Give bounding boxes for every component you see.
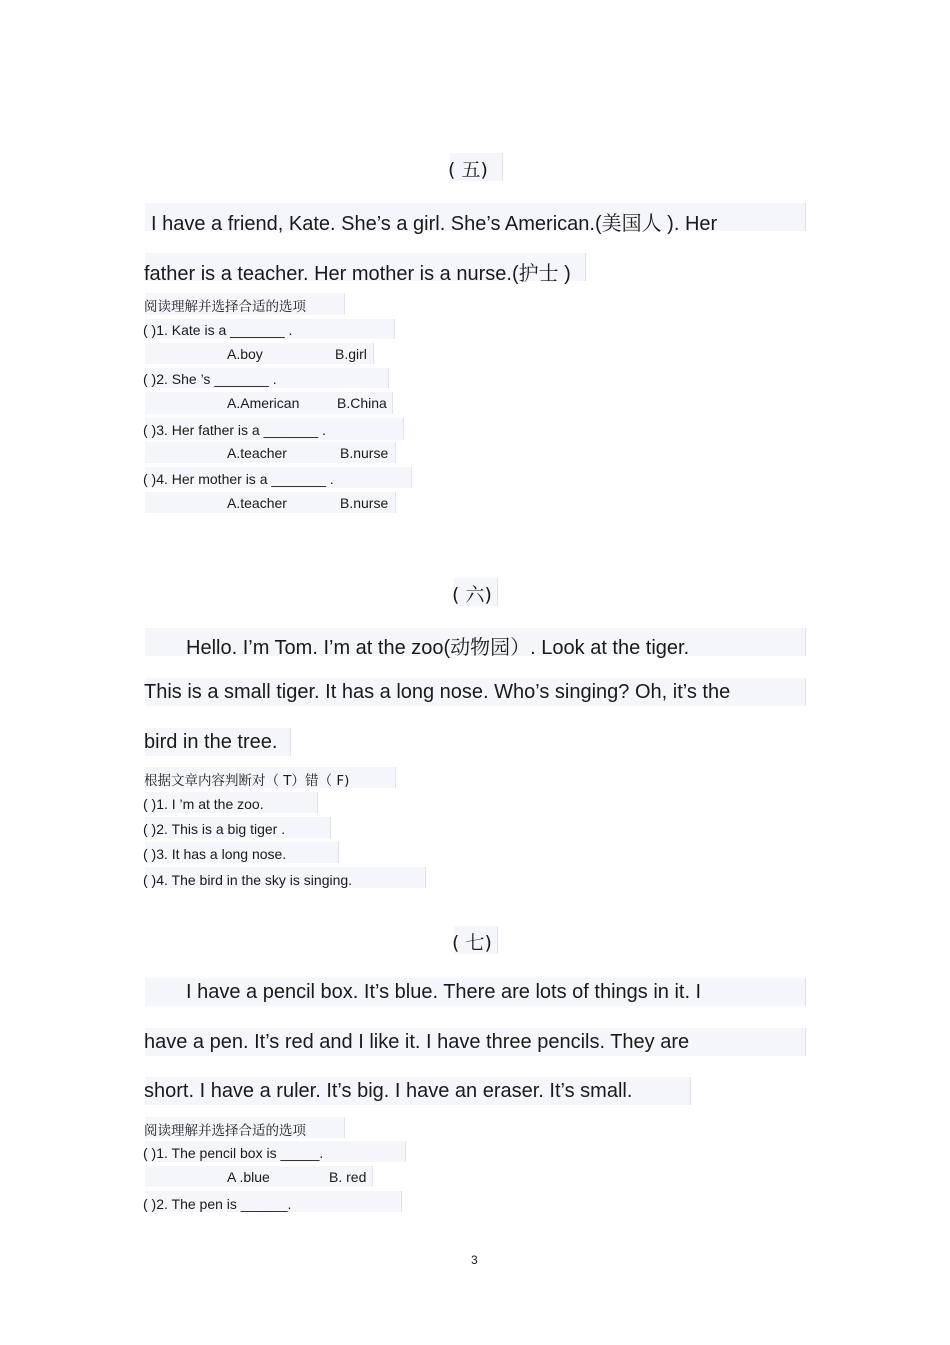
section-five-q1-option-a: A.boy xyxy=(227,346,263,362)
section-seven-instruction: 阅读理解并选择合适的选项 xyxy=(144,1123,306,1139)
section-six-passage-line-1: Hello. I’m Tom. I’m at the zoo(动物园）. Look at the tiger. xyxy=(186,637,690,659)
section-seven-title: ( 七) xyxy=(452,932,492,954)
section-five-q1-option-b: B.girl xyxy=(335,346,367,362)
section-six-question-2: ( )2. This is a big tiger . xyxy=(143,821,286,837)
section-seven-passage-line-3: short. I have a ruler. It’s big. I have an eraser. It’s small. xyxy=(144,1080,633,1102)
section-five-question-4: ( )4. Her mother is a _______ . xyxy=(143,471,334,487)
section-five-passage-line-1: I have a friend, Kate. She’s a girl. She’s American.(美国人 ). Her xyxy=(151,213,718,235)
section-seven-question-1: ( )1. The pencil box is _____. xyxy=(143,1145,324,1161)
section-seven-q1-option-b: B. red xyxy=(329,1169,367,1185)
section-six-question-4: ( )4. The bird in the sky is singing. xyxy=(143,872,353,888)
section-six-instruction: 根据文章内容判断对（ T）错（ F) xyxy=(144,773,350,789)
section-six-title: ( 六) xyxy=(452,584,492,606)
section-five-q3-option-b: B.nurse xyxy=(340,445,389,461)
section-five-q2-option-b: B.China xyxy=(337,395,387,411)
section-five-question-3: ( )3. Her father is a _______ . xyxy=(143,422,326,438)
section-six-passage-line-2: This is a small tiger. It has a long nose. Who’s singing? Oh, it’s the xyxy=(144,681,731,703)
section-five-q4-option-b: B.nurse xyxy=(340,495,389,511)
page-number: 3 xyxy=(471,1253,478,1267)
section-six-question-3: ( )3. It has a long nose. xyxy=(143,846,287,862)
section-seven-question-2: ( )2. The pen is ______. xyxy=(143,1196,292,1212)
section-six-question-1: ( )1. I ’m at the zoo. xyxy=(143,796,264,812)
section-five-instruction: 阅读理解并选择合适的选项 xyxy=(144,299,306,315)
section-six-passage-line-3: bird in the tree. xyxy=(144,731,278,753)
section-seven-passage-line-2: have a pen. It’s red and I like it. I have three pencils. They are xyxy=(144,1031,690,1053)
section-five-title: ( 五) xyxy=(448,159,488,181)
section-five-q3-option-a: A.teacher xyxy=(227,445,287,461)
section-seven-passage-line-1: I have a pencil box. It’s blue. There are lots of things in it. I xyxy=(186,981,702,1003)
section-seven-q1-option-a: A .blue xyxy=(227,1169,270,1185)
section-five-question-2: ( )2. She ’s _______ . xyxy=(143,371,277,387)
section-five-passage-line-2: father is a teacher. Her mother is a nurse.(护士 ) xyxy=(144,263,571,285)
section-five-q2-option-a: A.American xyxy=(227,395,300,411)
section-five-question-1: ( )1. Kate is a _______ . xyxy=(143,322,293,338)
section-five-q4-option-a: A.teacher xyxy=(227,495,287,511)
